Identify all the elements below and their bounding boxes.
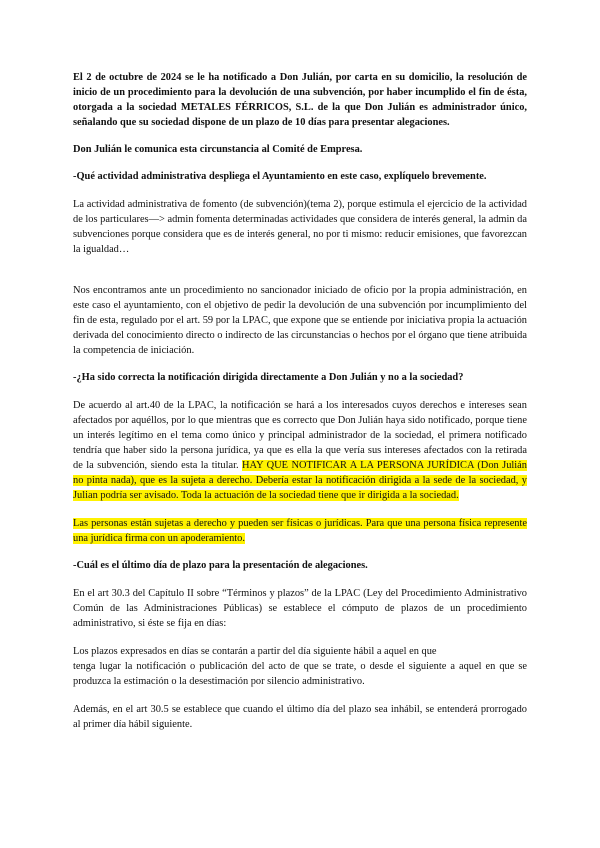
answer-3-quote-rest: tenga lugar la notificación o publicación del acto de que se trate, o desde el siguiente a aquel en que se produzca la estimación o la desestimación por silencio administrativo. <box>73 661 527 687</box>
answer-3-paragraph-2: Además, en el art 30.5 se establece que cuando el último día del plazo sea inhábil, se entenderá prorrogado al primer día hábil siguiente. <box>73 704 527 730</box>
answer-2-note-highlighted: Las personas están sujetas a derecho y pueden ser físicas o jurídicas. Para que una persona física represente una jurídica firma con un apoderamiento. <box>73 518 527 544</box>
question-3: -Cuál es el último día de plazo para la presentación de alegaciones. <box>73 560 368 571</box>
question-1: -Qué actividad administrativa despliega el Ayuntamiento en este caso, explíquelo brevemente. <box>73 171 487 182</box>
answer-3-quote-line-1: Los plazos expresados en días se contarán a partir del día siguiente hábil a aquel en que <box>73 646 437 657</box>
case-statement-committee: Don Julián le comunica esta circunstancia al Comité de Empresa. <box>73 144 363 155</box>
answer-3-paragraph-1: En el art 30.3 del Capítulo II sobre “Términos y plazos” de la LPAC (Ley del Procedimiento Administrativo Común de las Administraciones Públicas) se establece el cómputo de plazos de un procedimiento administrativo, si éste se fija en días: <box>73 588 527 629</box>
question-2: -¿Ha sido correcta la notificación dirigida directamente a Don Julián y no a la sociedad? <box>73 372 464 383</box>
case-statement: El 2 de octubre de 2024 se le ha notificado a Don Julián, por carta en su domicilio, la resolución de inicio de un procedimiento para la devolución de una subvención, por haber incumplido el fin de ésta, otorgada a la sociedad METALES FÉRRICOS, S.L. de la que Don Julián es administrador único, señalando que su sociedad dispone de un plazo de 10 días para presentar alegaciones. <box>73 72 527 128</box>
answer-2-highlighted-text: HAY QUE NOTIFICAR A LA PERSONA JURÍDICA (Don Julián no pinta nada), que es la sujeta a derecho. Debería estar la notificación dirigida a la sede de la sociedad, y Julian podría ser avisado. Toda la actuación de la sociedad tiene que ir dirigida a la sociedad. <box>73 460 527 501</box>
answer-1-paragraph-1: La actividad administrativa de fomento (de subvención)(tema 2), porque estimula el ejercicio de la actividad de los particulares—> admin fomenta determinadas actividades que considera de interés general, la admin da subvenciones porque considera que es de interés general, no por ti mismo: reducir emisiones, que favorezcan la igualdad… <box>73 199 527 255</box>
answer-2-paragraph <box>73 398 527 503</box>
answer-2-text: De acuerdo al art.40 de la LPAC, la notificación se hará a los interesados cuyos derechos e intereses sean afectados por aquéllos, por lo que mientras que es correcto que Don Julián haya sido notificado, porque tiene un interés legítimo en el tema como único y principal administrador de la sociedad, el primera notificado tendría que haber sido la persona jurídica, ya que es ella la que vería sus intereses afectados con la retirada de la subvención, siendo esta la titular. <box>73 400 527 471</box>
answer-1-paragraph-2: Nos encontramos ante un procedimiento no sancionador iniciado de oficio por la propia administración, en este caso el ayuntamiento, con el objetivo de pedir la devolución de una subvención por incumplimiento del fin de esta, regulado por el art. 59 por la LPAC, que expone que se entiende por iniciativa propia la actuación derivada del conocimiento directo o indirecto de las circunstancias o hechos por el órgano que tiene atribuida la competencia de iniciación. <box>73 285 527 356</box>
answer-2-note <box>73 516 527 546</box>
